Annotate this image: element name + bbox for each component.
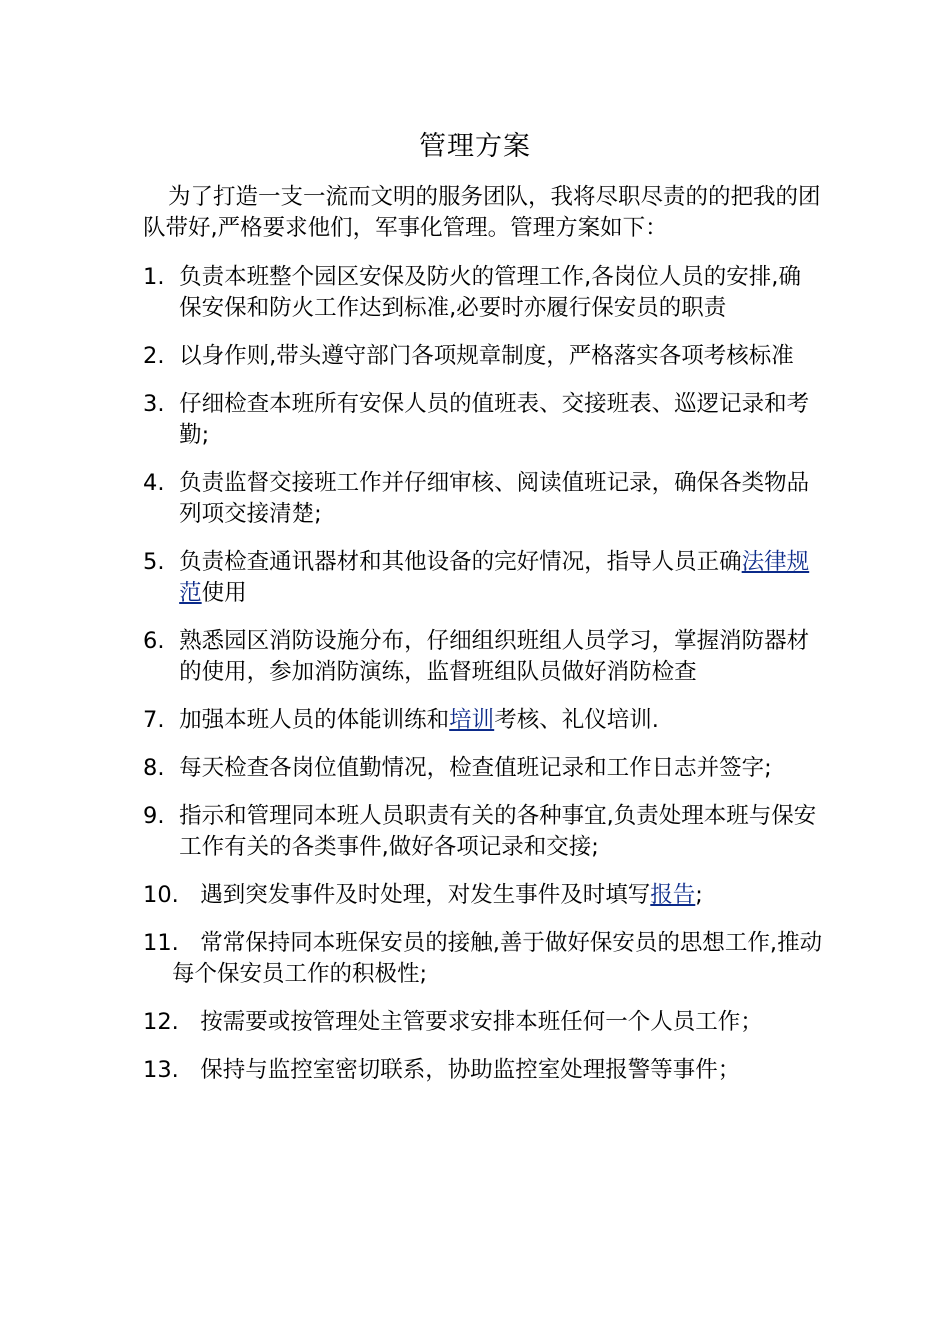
list-item (143, 341, 823, 372)
list-item-number: 6. (143, 628, 165, 654)
list-item (143, 880, 823, 911)
list-item-number: 4. (143, 470, 165, 496)
plan-list (143, 262, 823, 1103)
list-item (143, 1055, 823, 1086)
inline-link[interactable]: 培训 (449, 707, 495, 733)
list-item-text (200, 1009, 763, 1035)
list-item-number: 12. (143, 1009, 179, 1035)
inline-link[interactable]: 报告 (650, 882, 696, 908)
list-item-number: 5. (143, 549, 165, 575)
list-item (143, 928, 823, 990)
list-item-text (179, 341, 823, 372)
list-item (143, 626, 823, 688)
list-item-text-main: 保持与监控室密切联系，协助监控室处理报警等事件； (200, 1057, 741, 1083)
list-item-text-main: 常常保持同本班保安员的接触,善于做好保安员的思想工作,推动每个保安员工作的积极性; (172, 930, 823, 987)
list-item-text (200, 882, 703, 908)
list-item-text-main: 指示和管理同本班人员职责有关的各种事宜,负责处理本班与保安工作有关的各类事件,做好各项记录和交接; (179, 803, 817, 860)
list-item (143, 753, 823, 784)
list-item-text-main: 每天检查各岗位值勤情况，检查值班记录和工作日志并签字; (179, 755, 772, 781)
inline-link[interactable]: 法律规范 (179, 549, 810, 606)
list-item-text (179, 626, 823, 688)
list-item (143, 705, 823, 736)
list-item (143, 389, 823, 451)
list-item-text-main: 遇到突发事件及时处理，对发生事件及时填写 (200, 882, 651, 908)
list-item (143, 801, 823, 863)
list-item-text (179, 389, 823, 451)
document-title: 管理方案 (419, 131, 531, 162)
list-item-text-tail: 使用 (201, 580, 247, 606)
list-item-number: 8. (143, 755, 165, 781)
list-item-number: 1. (143, 264, 165, 290)
list-item (143, 1007, 823, 1038)
list-item-number: 11. (143, 930, 179, 956)
list-item-text-tail: 考核、礼仪培训. (494, 707, 659, 733)
list-item (143, 468, 823, 530)
list-item-text-main: 熟悉园区消防设施分布，仔细组织班组人员学习，掌握消防器材的使用，参加消防演练，监督班组队员做好消防检查 (179, 628, 810, 685)
list-item-text (179, 468, 823, 530)
list-item-text (179, 547, 823, 609)
list-item-text (179, 262, 823, 324)
list-item-text-main: 加强本班人员的体能训练和 (179, 707, 450, 733)
list-item-text-main: 仔细检查本班所有安保人员的值班表、交接班表、巡逻记录和考勤; (179, 391, 810, 448)
list-item-text (172, 930, 822, 987)
list-item-text-main: 负责本班整个园区安保及防火的管理工作,各岗位人员的安排,确保安保和防火工作达到标准,必要时亦履行保安员的职责 (179, 264, 801, 321)
list-item-text (179, 753, 823, 784)
list-item-text-main: 负责监督交接班工作并仔细审核、阅读值班记录，确保各类物品列项交接清楚; (179, 470, 810, 527)
list-item-text-main: 以身作则,带头遵守部门各项规章制度，严格落实各项考核标准 (179, 343, 794, 369)
list-item-number: 3. (143, 391, 165, 417)
list-item (143, 547, 823, 609)
list-item-text (200, 1057, 740, 1083)
list-item-number: 2. (143, 343, 165, 369)
list-item-text-main: 按需要或按管理处主管要求安排本班任何一个人员工作； (200, 1009, 763, 1035)
intro-paragraph: 为了打造一支一流而文明的服务团队，我将尽职尽责的的把我的团队带好,严格要求他们，军事化管理。管理方案如下： (143, 184, 821, 241)
list-item-number: 13. (143, 1057, 179, 1083)
list-item-text (179, 801, 823, 863)
list-item-number: 10. (143, 882, 179, 908)
list-item-text-tail: ; (695, 882, 703, 908)
list-item-number: 9. (143, 803, 165, 829)
list-item-text-main: 负责检查通讯器材和其他设备的完好情况，指导人员正确 (179, 549, 742, 575)
list-item-text (179, 705, 823, 736)
list-item (143, 262, 823, 324)
list-item-number: 7. (143, 707, 165, 733)
